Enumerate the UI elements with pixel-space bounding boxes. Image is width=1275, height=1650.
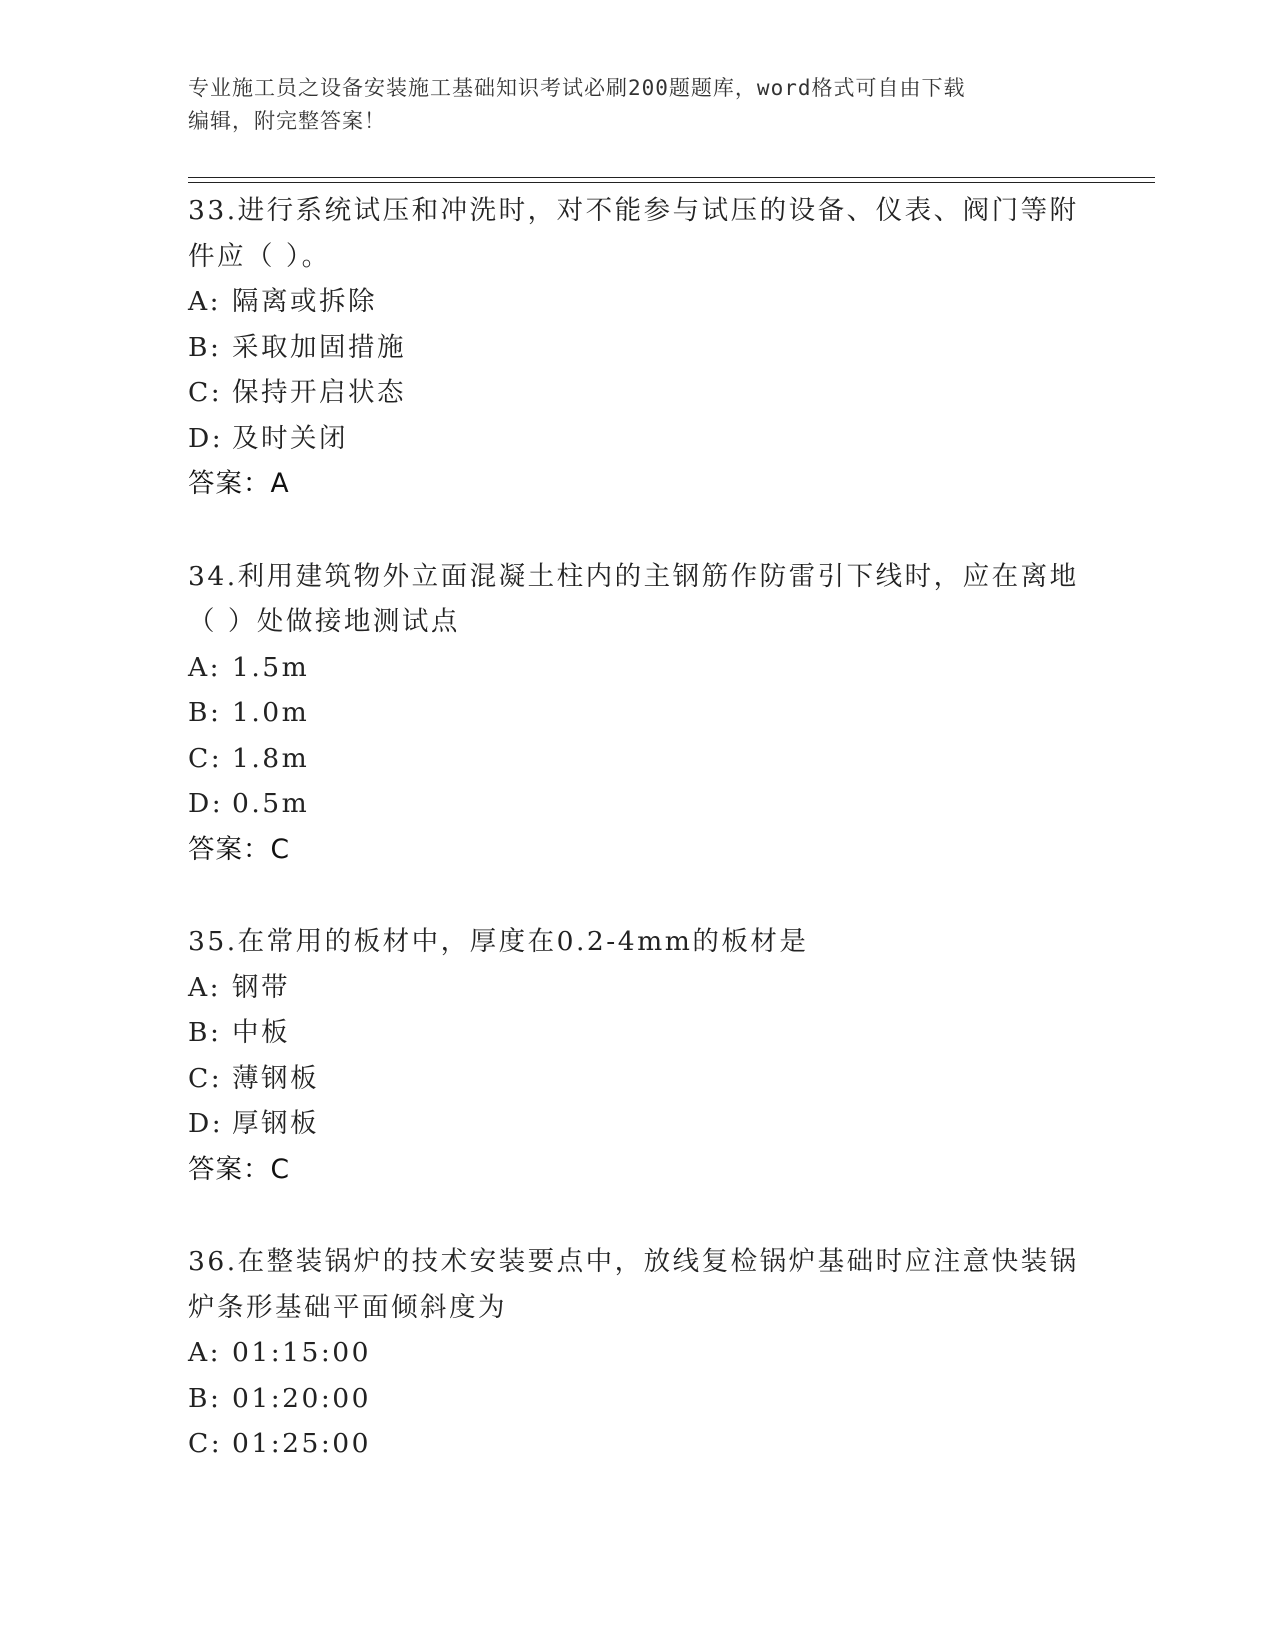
option-row — [188, 781, 1088, 827]
question-text: 36.在整装锅炉的技术安装要点中，放线复检锅炉基础时应注意快装锅 — [188, 1246, 1079, 1277]
option-text: 隔离或拆除 — [232, 286, 377, 317]
question-text: 33.进行系统试压和冲洗时，对不能参与试压的设备、仪表、阀门等附 — [188, 195, 1079, 226]
option-row — [188, 416, 1088, 462]
header-divider-top — [188, 177, 1155, 178]
option-text: 0.5m — [232, 788, 310, 819]
option-letter: D: — [188, 788, 224, 819]
option-row — [188, 736, 1088, 782]
option-text: 厚钢板 — [232, 1108, 319, 1139]
option-text: 钢带 — [232, 971, 290, 1003]
option-text: 薄钢板 — [232, 1062, 319, 1094]
header-divider-bottom — [188, 182, 1155, 183]
option-text: 1.8m — [232, 742, 310, 774]
option-text: 保持开启状态 — [232, 377, 406, 408]
option-letter: C: — [188, 377, 223, 408]
question-block — [188, 919, 1088, 1192]
question-block — [188, 1239, 1088, 1467]
option-letter: B: — [188, 331, 222, 363]
question-text: 件应（ ）。 — [188, 240, 331, 272]
option-row — [188, 279, 1088, 325]
option-text: 1.0m — [232, 697, 310, 728]
answer-text: 答案：A — [188, 468, 290, 499]
question-text: 炉条形基础平面倾斜度为 — [188, 1291, 507, 1323]
option-row — [188, 1101, 1088, 1147]
option-letter: D: — [188, 422, 224, 454]
option-letter: A: — [188, 1337, 222, 1368]
answer-text: 答案：C — [188, 1153, 291, 1185]
question-block — [188, 188, 1088, 507]
document-header — [188, 72, 1068, 138]
option-letter: A: — [188, 286, 222, 317]
option-row — [188, 645, 1088, 691]
option-text: 01:15:00 — [232, 1337, 372, 1368]
option-text: 01:25:00 — [232, 1428, 372, 1459]
option-row — [188, 1010, 1088, 1056]
option-letter: A: — [188, 651, 222, 683]
option-text: 及时关闭 — [232, 422, 348, 454]
answer-text: 答案：C — [188, 833, 291, 865]
option-row — [188, 1330, 1088, 1376]
option-row — [188, 1376, 1088, 1422]
question-list — [188, 188, 1088, 1514]
header-title-line2: 编辑，附完整答案！ — [188, 109, 386, 133]
option-text: 中板 — [232, 1017, 290, 1048]
question-text: 34.利用建筑物外立面混凝土柱内的主钢筋作防雷引下线时，应在离地 — [188, 560, 1079, 592]
option-text: 1.5m — [232, 651, 310, 683]
option-letter: B: — [188, 697, 222, 728]
option-row — [188, 325, 1088, 371]
option-row — [188, 1056, 1088, 1102]
option-letter: B: — [188, 1017, 222, 1048]
option-letter: C: — [188, 742, 223, 774]
option-letter: A: — [188, 971, 222, 1003]
question-text: 35.在常用的板材中，厚度在0.2-4mm的板材是 — [188, 926, 809, 957]
option-letter: B: — [188, 1382, 222, 1414]
option-text: 采取加固措施 — [232, 331, 406, 363]
question-text: （ ）处做接地测试点 — [188, 606, 460, 637]
option-letter: C: — [188, 1428, 223, 1459]
option-text: 01:20:00 — [232, 1382, 372, 1414]
option-row — [188, 1421, 1088, 1467]
option-letter: D: — [188, 1108, 224, 1139]
option-letter: C: — [188, 1062, 223, 1094]
header-title-line1: 专业施工员之设备安装施工基础知识考试必刷200题题库，word格式可自由下载 — [188, 76, 966, 100]
question-block — [188, 554, 1088, 873]
option-row — [188, 690, 1088, 736]
option-row — [188, 370, 1088, 416]
option-row — [188, 965, 1088, 1011]
